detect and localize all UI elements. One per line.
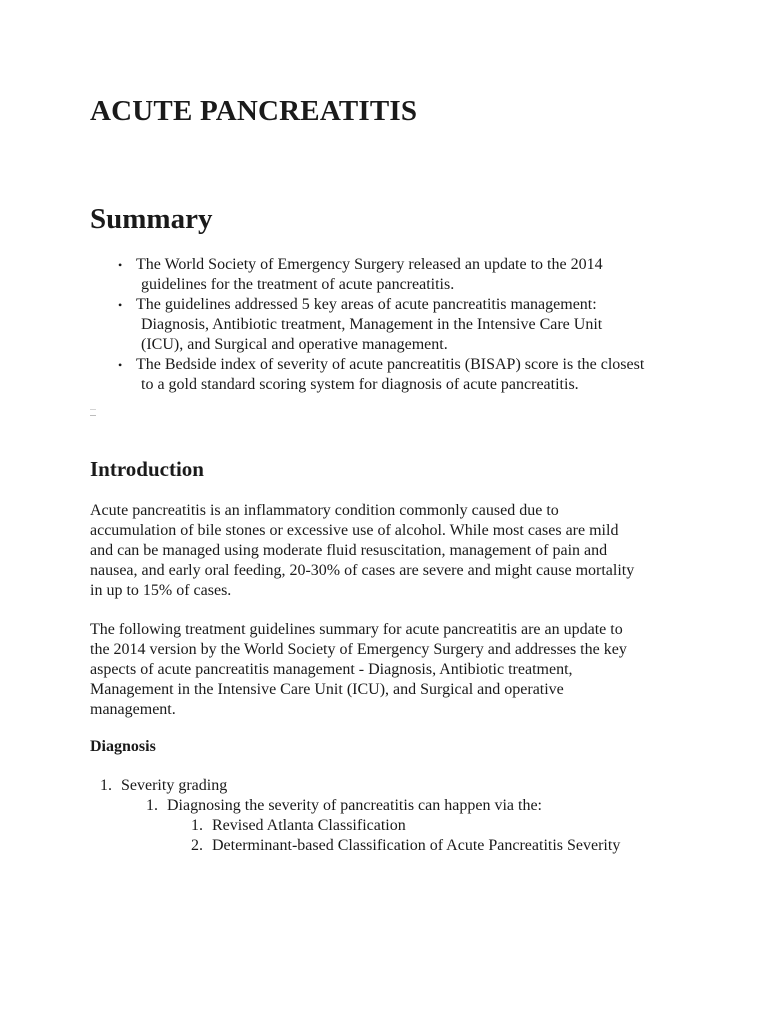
summary-bullet-item: [118, 355, 736, 395]
bullet-icon: •: [118, 298, 123, 312]
list-item-severity-grading: [90, 776, 227, 796]
list-number: 1.: [146, 797, 158, 814]
paragraph-line: nausea, and early oral feeding, 20-30% of cases are severe and might cause mortality: [90, 562, 635, 579]
paragraph-line: in up to 15% of cases.: [90, 582, 232, 599]
document-title: ACUTE PANCREATITIS: [90, 95, 418, 127]
list-item-diagnosing-severity: [136, 796, 542, 816]
list-item-text: Severity grading: [121, 777, 228, 794]
introduction-paragraph-1: [90, 501, 690, 601]
diagnosis-heading: Diagnosis: [90, 738, 156, 755]
paragraph-line: the 2014 version by the World Society of Emergency Surgery and addresses the key: [90, 641, 627, 658]
bullet-line: The World Society of Emergency Surgery released an update to the 2014: [136, 256, 603, 273]
bullet-line: Diagnosis, Antibiotic treatment, Management in the Intensive Care Unit: [141, 316, 603, 333]
list-item-text: Determinant-based Classification of Acute Pancreatitis Severity: [212, 837, 621, 854]
bullet-line: The Bedside index of severity of acute pancreatitis (BISAP) score is the closest: [136, 356, 645, 373]
list-item-text: Revised Atlanta Classification: [212, 817, 406, 834]
list-number: 1.: [191, 817, 203, 834]
summary-bullet-item: [118, 295, 736, 355]
introduction-paragraph-2: [90, 620, 690, 720]
bullet-icon: •: [118, 358, 123, 372]
paragraph-line: Acute pancreatitis is an inflammatory condition commonly caused due to: [90, 502, 559, 519]
paragraph-line: management.: [90, 701, 176, 718]
bullet-line: (ICU), and Surgical and operative management.: [141, 336, 448, 353]
bullet-line: to a gold standard scoring system for diagnosis of acute pancreatitis.: [141, 376, 579, 393]
paragraph-line: accumulation of bile stones or excessive use of alcohol. While most cases are mild: [90, 522, 619, 539]
list-number: 1.: [100, 777, 112, 794]
list-item-determinant-based: [181, 836, 620, 856]
summary-bullet-list: [90, 255, 736, 395]
list-item-text: Diagnosing the severity of pancreatitis can happen via the:: [167, 797, 542, 814]
summary-bullet-item: [118, 255, 736, 295]
paragraph-line: The following treatment guidelines summary for acute pancreatitis are an update to: [90, 621, 623, 638]
bullet-icon: •: [118, 258, 123, 272]
paragraph-line: Management in the Intensive Care Unit (ICU), and Surgical and operative: [90, 681, 564, 698]
introduction-heading: Introduction: [90, 457, 204, 481]
list-item-revised-atlanta: [181, 816, 406, 836]
embedded-image-placeholder-icon: [90, 409, 96, 416]
paragraph-line: and can be managed using moderate fluid resuscitation, management of pain and: [90, 542, 608, 559]
paragraph-line: aspects of acute pancreatitis management - Diagnosis, Antibiotic treatment,: [90, 661, 573, 678]
summary-heading: Summary: [90, 203, 213, 235]
list-number: 2.: [191, 837, 203, 854]
bullet-line: The guidelines addressed 5 key areas of acute pancreatitis management:: [136, 296, 597, 313]
bullet-line: guidelines for the treatment of acute pancreatitis.: [141, 276, 455, 293]
